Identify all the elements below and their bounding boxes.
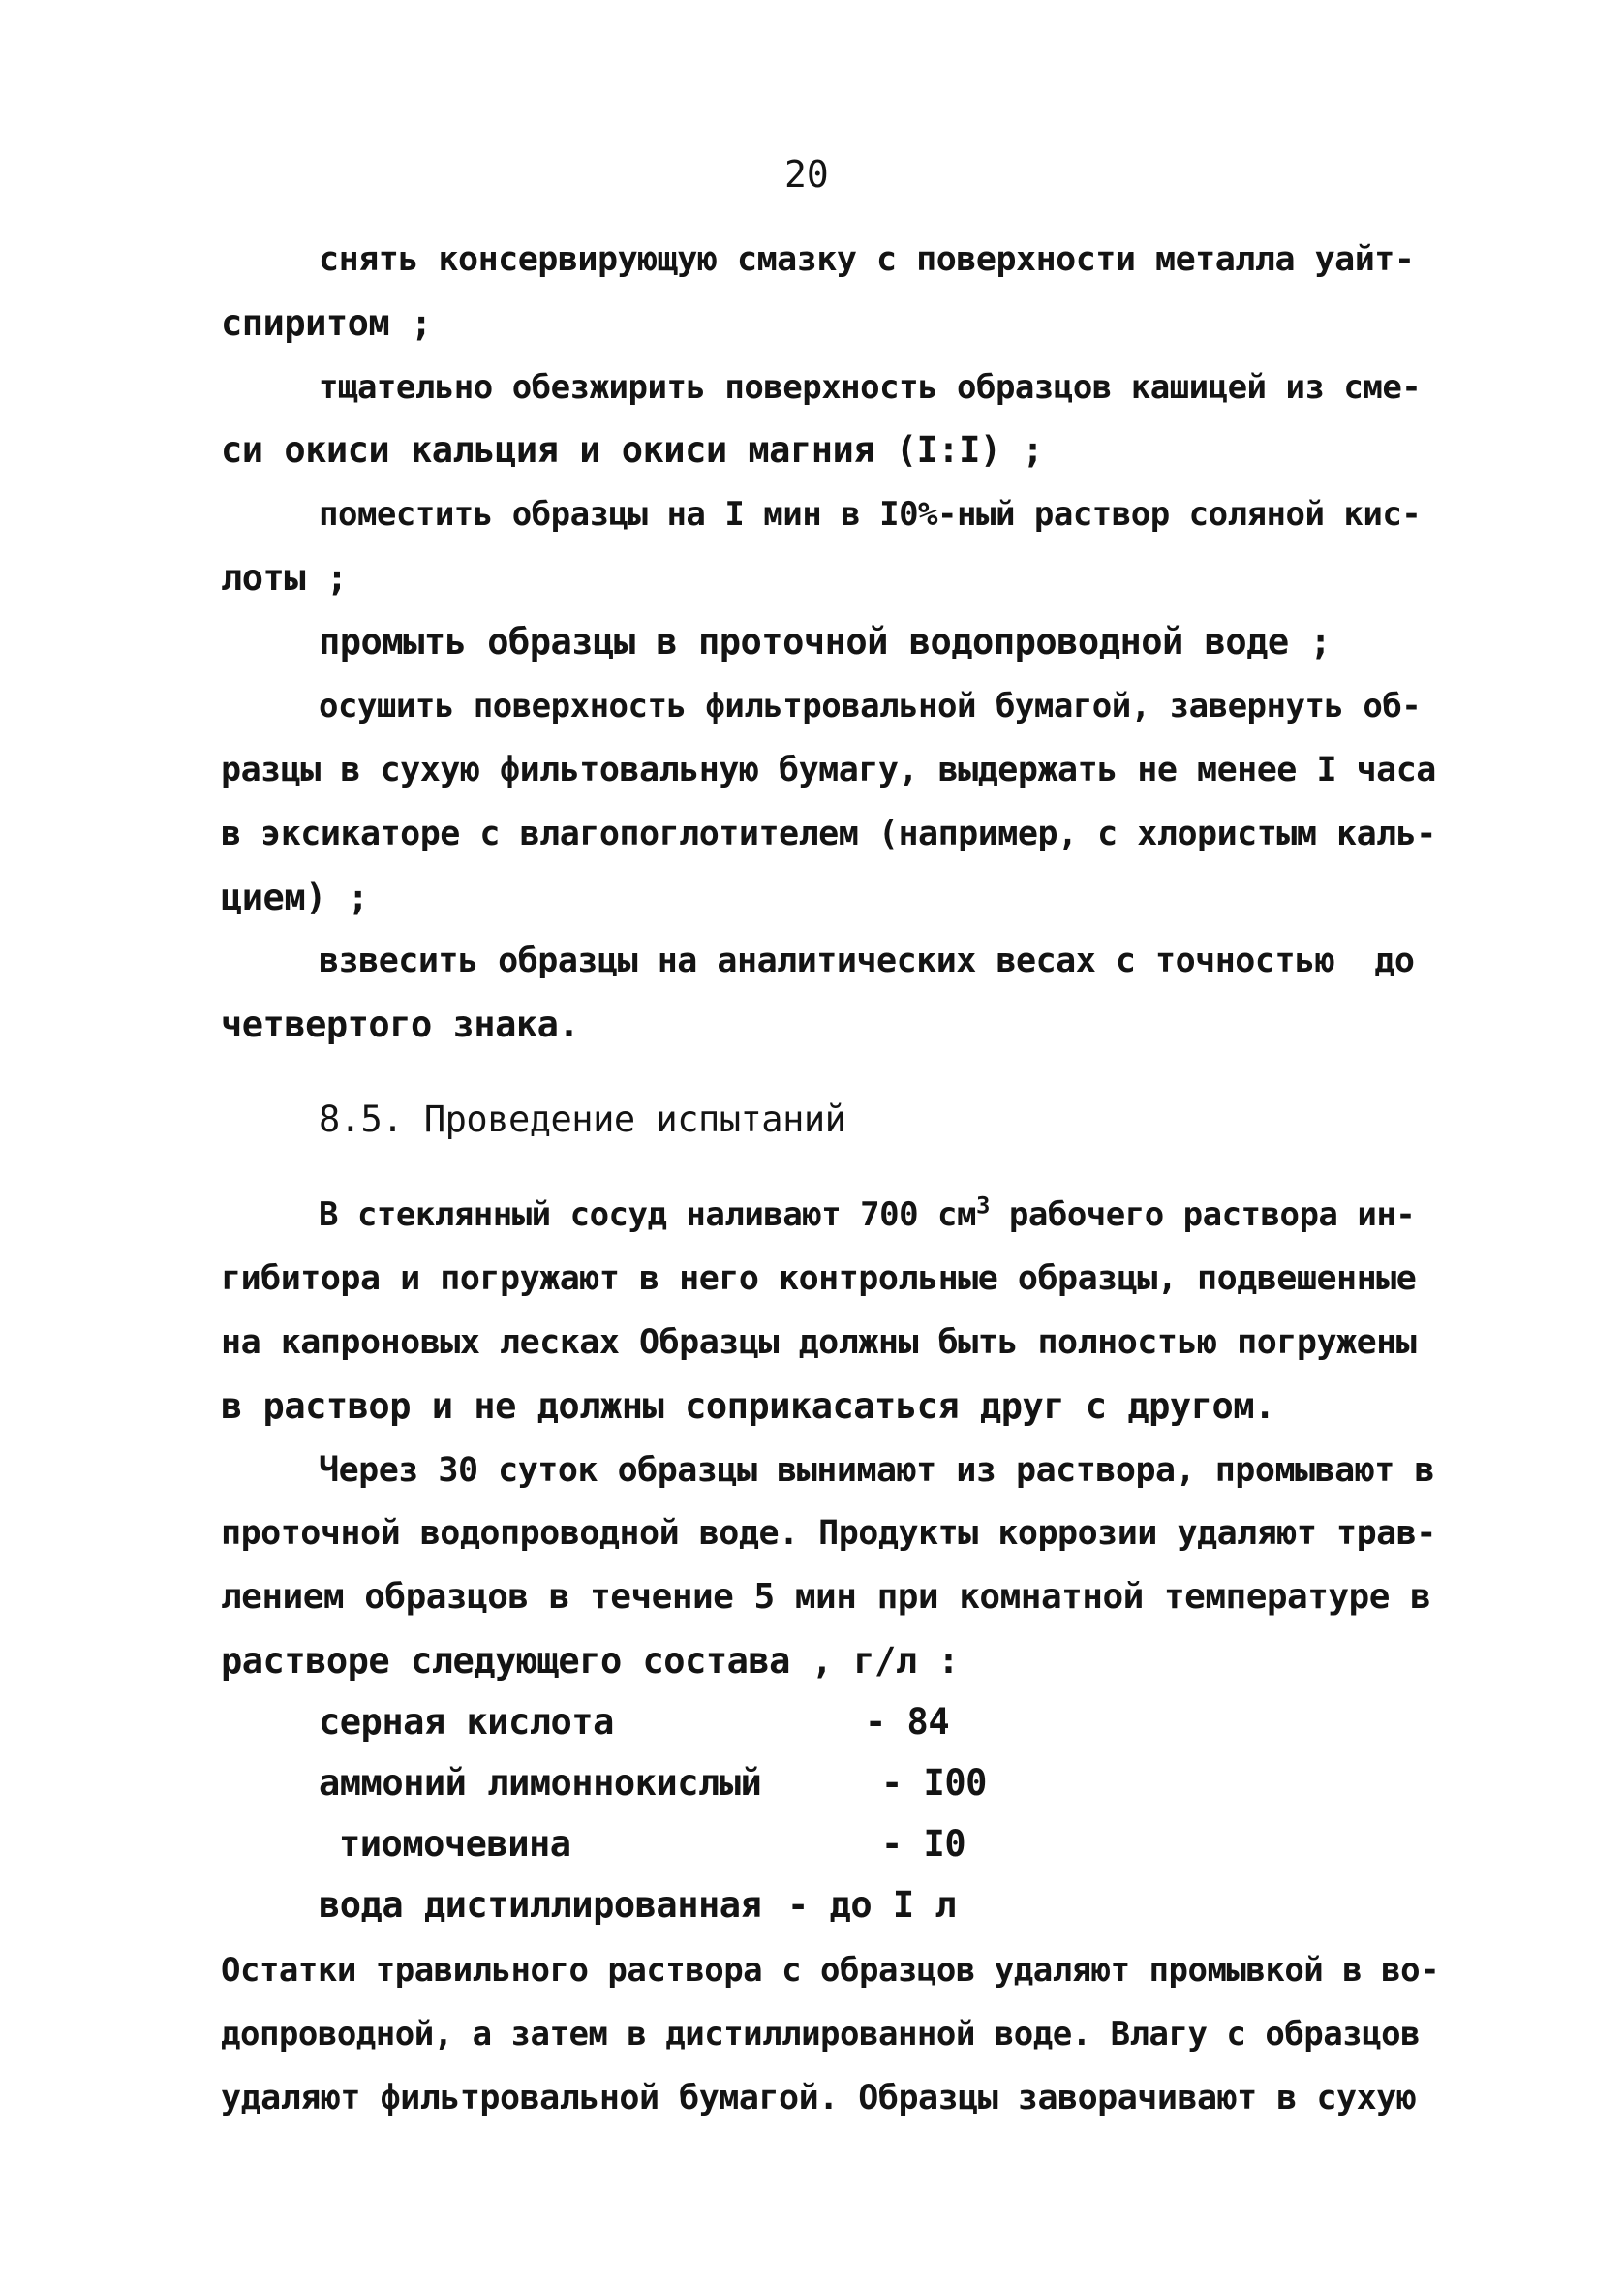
- composition-name: серная кислота: [319, 1701, 614, 1743]
- prep-line: в эксикаторе с влагопоглотителем (например, с хлористым каль-: [221, 815, 1436, 853]
- section-heading: 8.5. Проведение испытаний: [319, 1098, 846, 1140]
- superscript: 3: [975, 1191, 990, 1220]
- page-number: 20: [784, 153, 829, 196]
- prep-line: осушить поверхность фильтровальной бумагой, завернуть об-: [319, 687, 1422, 726]
- body-line: проточной водопроводной воде. Продукты коррозии удаляют трав-: [221, 1514, 1436, 1553]
- prep-line: разцы в сухую фильтовальную бумагу, выдержать не менее I часа: [221, 751, 1436, 789]
- prep-line: си окиси кальция и окиси магния (I:I) ;: [221, 429, 1044, 471]
- composition-value: - до I л: [787, 1884, 957, 1926]
- body-line: Через 30 суток образцы вынимают из раствора, промывают в: [319, 1451, 1435, 1490]
- prep-line: четвертого знака.: [221, 1004, 580, 1045]
- prep-line: тщательно обезжирить поверхность образцов кашицей из сме-: [319, 368, 1422, 407]
- body-line: удаляют фильтровальной бумагой. Образцы заворачивают в сухую: [221, 2079, 1417, 2118]
- body-line: растворе следующего состава , г/л :: [221, 1640, 960, 1682]
- body-line: в раствор и не должны соприкасаться друг с другом.: [221, 1385, 1275, 1427]
- prep-line: снять консервирующую смазку с поверхности металла уайт-: [319, 240, 1415, 279]
- prep-line: поместить образцы на I мин в I0%-ный раствор соляной кис-: [319, 495, 1422, 534]
- composition-name: аммоний лимоннокислый: [319, 1762, 762, 1804]
- composition-name: тиомочевина: [339, 1823, 571, 1865]
- prep-line: цием) ;: [221, 877, 369, 918]
- composition-value: - I0: [881, 1823, 966, 1865]
- body-text: рабочего раствора ин-: [989, 1195, 1416, 1234]
- composition-value: - I00: [881, 1762, 987, 1804]
- prep-line: лоты ;: [221, 557, 348, 599]
- body-line: на капроновых лесках Образцы должны быть полностью погружены: [221, 1323, 1417, 1362]
- composition-name: вода дистиллированная: [319, 1884, 762, 1926]
- body-line: допроводной, а затем в дистиллированной воде. Влагу с образцов: [221, 2015, 1421, 2054]
- body-line: лением образцов в течение 5 мин при комнатной температуре в: [221, 1577, 1431, 1617]
- body-line: [319, 1193, 1415, 1236]
- prep-line: взвесить образцы на аналитических весах с точностью до: [319, 942, 1415, 980]
- body-line: гибитора и погружают в него контрольные образцы, подвешенные: [221, 1259, 1417, 1298]
- body-line: Остатки травильного раствора с образцов удаляют промывкой в во-: [221, 1951, 1440, 1990]
- composition-value: - 84: [865, 1701, 950, 1743]
- prep-line: промыть образцы в проточной водопроводной воде ;: [319, 621, 1332, 663]
- prep-line: спиритом ;: [221, 302, 432, 344]
- body-text: В стеклянный сосуд наливают 700 см: [319, 1195, 976, 1234]
